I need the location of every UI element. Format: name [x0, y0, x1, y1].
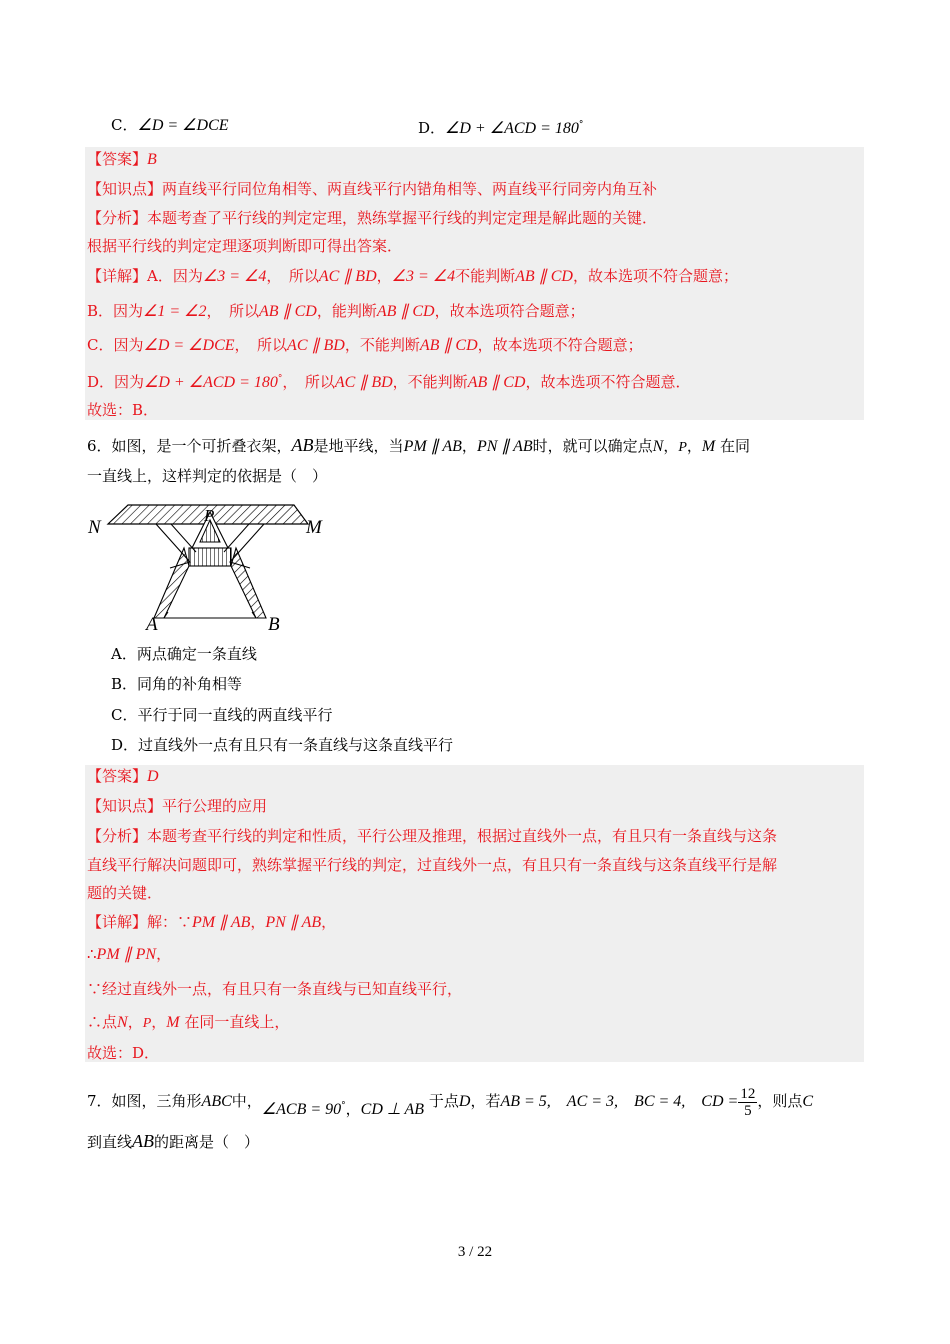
- q5-option-d: D．∠D + ∠ACD = 180°: [418, 119, 584, 137]
- q6-detail-line3: ∵经过直线外一点，有且只有一条直线与已知直线平行，: [87, 980, 463, 998]
- q5-detail-a: 【详解】A．因为∠3 = ∠4， 所以AC ∥ BD，∠3 = ∠4不能判断AB ∥ CD，故本选项不符合题意；: [87, 267, 738, 285]
- page-number: 3 / 22: [457, 1244, 493, 1260]
- q5-option-c: C．∠D = ∠DCE: [111, 116, 229, 134]
- q6-analysis-line1: 【分析】本题考查平行线的判定和性质，平行公理及推理，根据过直线外一点，有且只有一条直线与这条: [87, 827, 778, 845]
- q6-stem-line1: 6．如图，是一个可折叠衣架，AB是地平线，当PM ∥ AB，PN ∥ AB时，就可以确定点N，P，M 在同: [87, 435, 751, 455]
- q7-stem-line1: 7．如图，三角形ABC中，∠ACB = 90°，CD ⊥ AB 于点D，若AB = 5, AC = 3, BC = 4, CD = $\frac{12}{5}$ ，则点C: [87, 1085, 813, 1119]
- q5-analysis-line2: 根据平行线的判定定理逐项判断即可得出答案．: [87, 237, 403, 255]
- q6-detail-line1: 【详解】解：∵PM ∥ AB，PN ∥ AB，: [87, 913, 337, 931]
- figure-label-p: P: [204, 506, 215, 525]
- q5-answer-line: 【答案】B: [87, 150, 157, 168]
- fraction-12-5: $\frac{12}{5}$: [740, 1085, 756, 1119]
- figure-label-a: A: [146, 614, 158, 635]
- figure-label-m: M: [306, 517, 322, 538]
- q5-detail-c: C．因为∠D = ∠DCE， 所以AC ∥ BD，不能判断AB ∥ CD，故本选项不符合题意；: [87, 336, 643, 354]
- rack-center-block: [189, 548, 231, 566]
- q5-analysis-line1: 【分析】本题考查了平行线的判定定理，熟练掌握平行线的判定定理是解此题的关键．: [87, 209, 658, 227]
- q5-detail-b: B．因为∠1 = ∠2， 所以AB ∥ CD，能判断AB ∥ CD，故本选项符合题意；: [87, 302, 585, 320]
- q6-conclusion: 故选：D．: [87, 1044, 160, 1062]
- figure-label-n: N: [88, 517, 101, 538]
- q6-option-b: B．同角的补角相等: [111, 675, 243, 693]
- q5-conclusion: 故选：B．: [87, 401, 159, 419]
- q6-detail-line2: ∴PM ∥ PN，: [87, 945, 172, 963]
- q7-stem-line2: 到直线AB的距离是（ ）: [87, 1131, 260, 1151]
- q6-analysis-line3: 题的关键．: [87, 884, 163, 902]
- q5-detail-d: D．因为∠D + ∠ACD = 180°， 所以AC ∥ BD，不能判断AB ∥ CD，故本选项不符合题意．: [87, 373, 691, 391]
- q6-option-c: C．平行于同一直线的两直线平行: [111, 706, 333, 724]
- q6-stem-line2: 一直线上，这样判定的依据是（ ）: [87, 467, 328, 485]
- folding-rack-figure: [86, 500, 336, 635]
- q6-answer-line: 【答案】D: [87, 767, 159, 785]
- q5-knowledge-line: 【知识点】两直线平行同位角相等、两直线平行内错角相等、两直线平行同旁内角互补: [87, 180, 658, 198]
- q6-knowledge-line: 【知识点】平行公理的应用: [87, 797, 268, 815]
- q6-analysis-line2: 直线平行解决问题即可，熟练掌握平行线的判定，过直线外一点，有且只有一条直线与这条直线平行是解: [87, 856, 778, 874]
- q6-option-d: D．过直线外一点有且只有一条直线与这条直线平行: [111, 736, 454, 754]
- figure-label-b: B: [268, 614, 280, 635]
- q6-detail-line4: ∴点N，P，M 在同一直线上，: [87, 1013, 290, 1031]
- q6-option-a: A．两点确定一条直线: [111, 645, 257, 663]
